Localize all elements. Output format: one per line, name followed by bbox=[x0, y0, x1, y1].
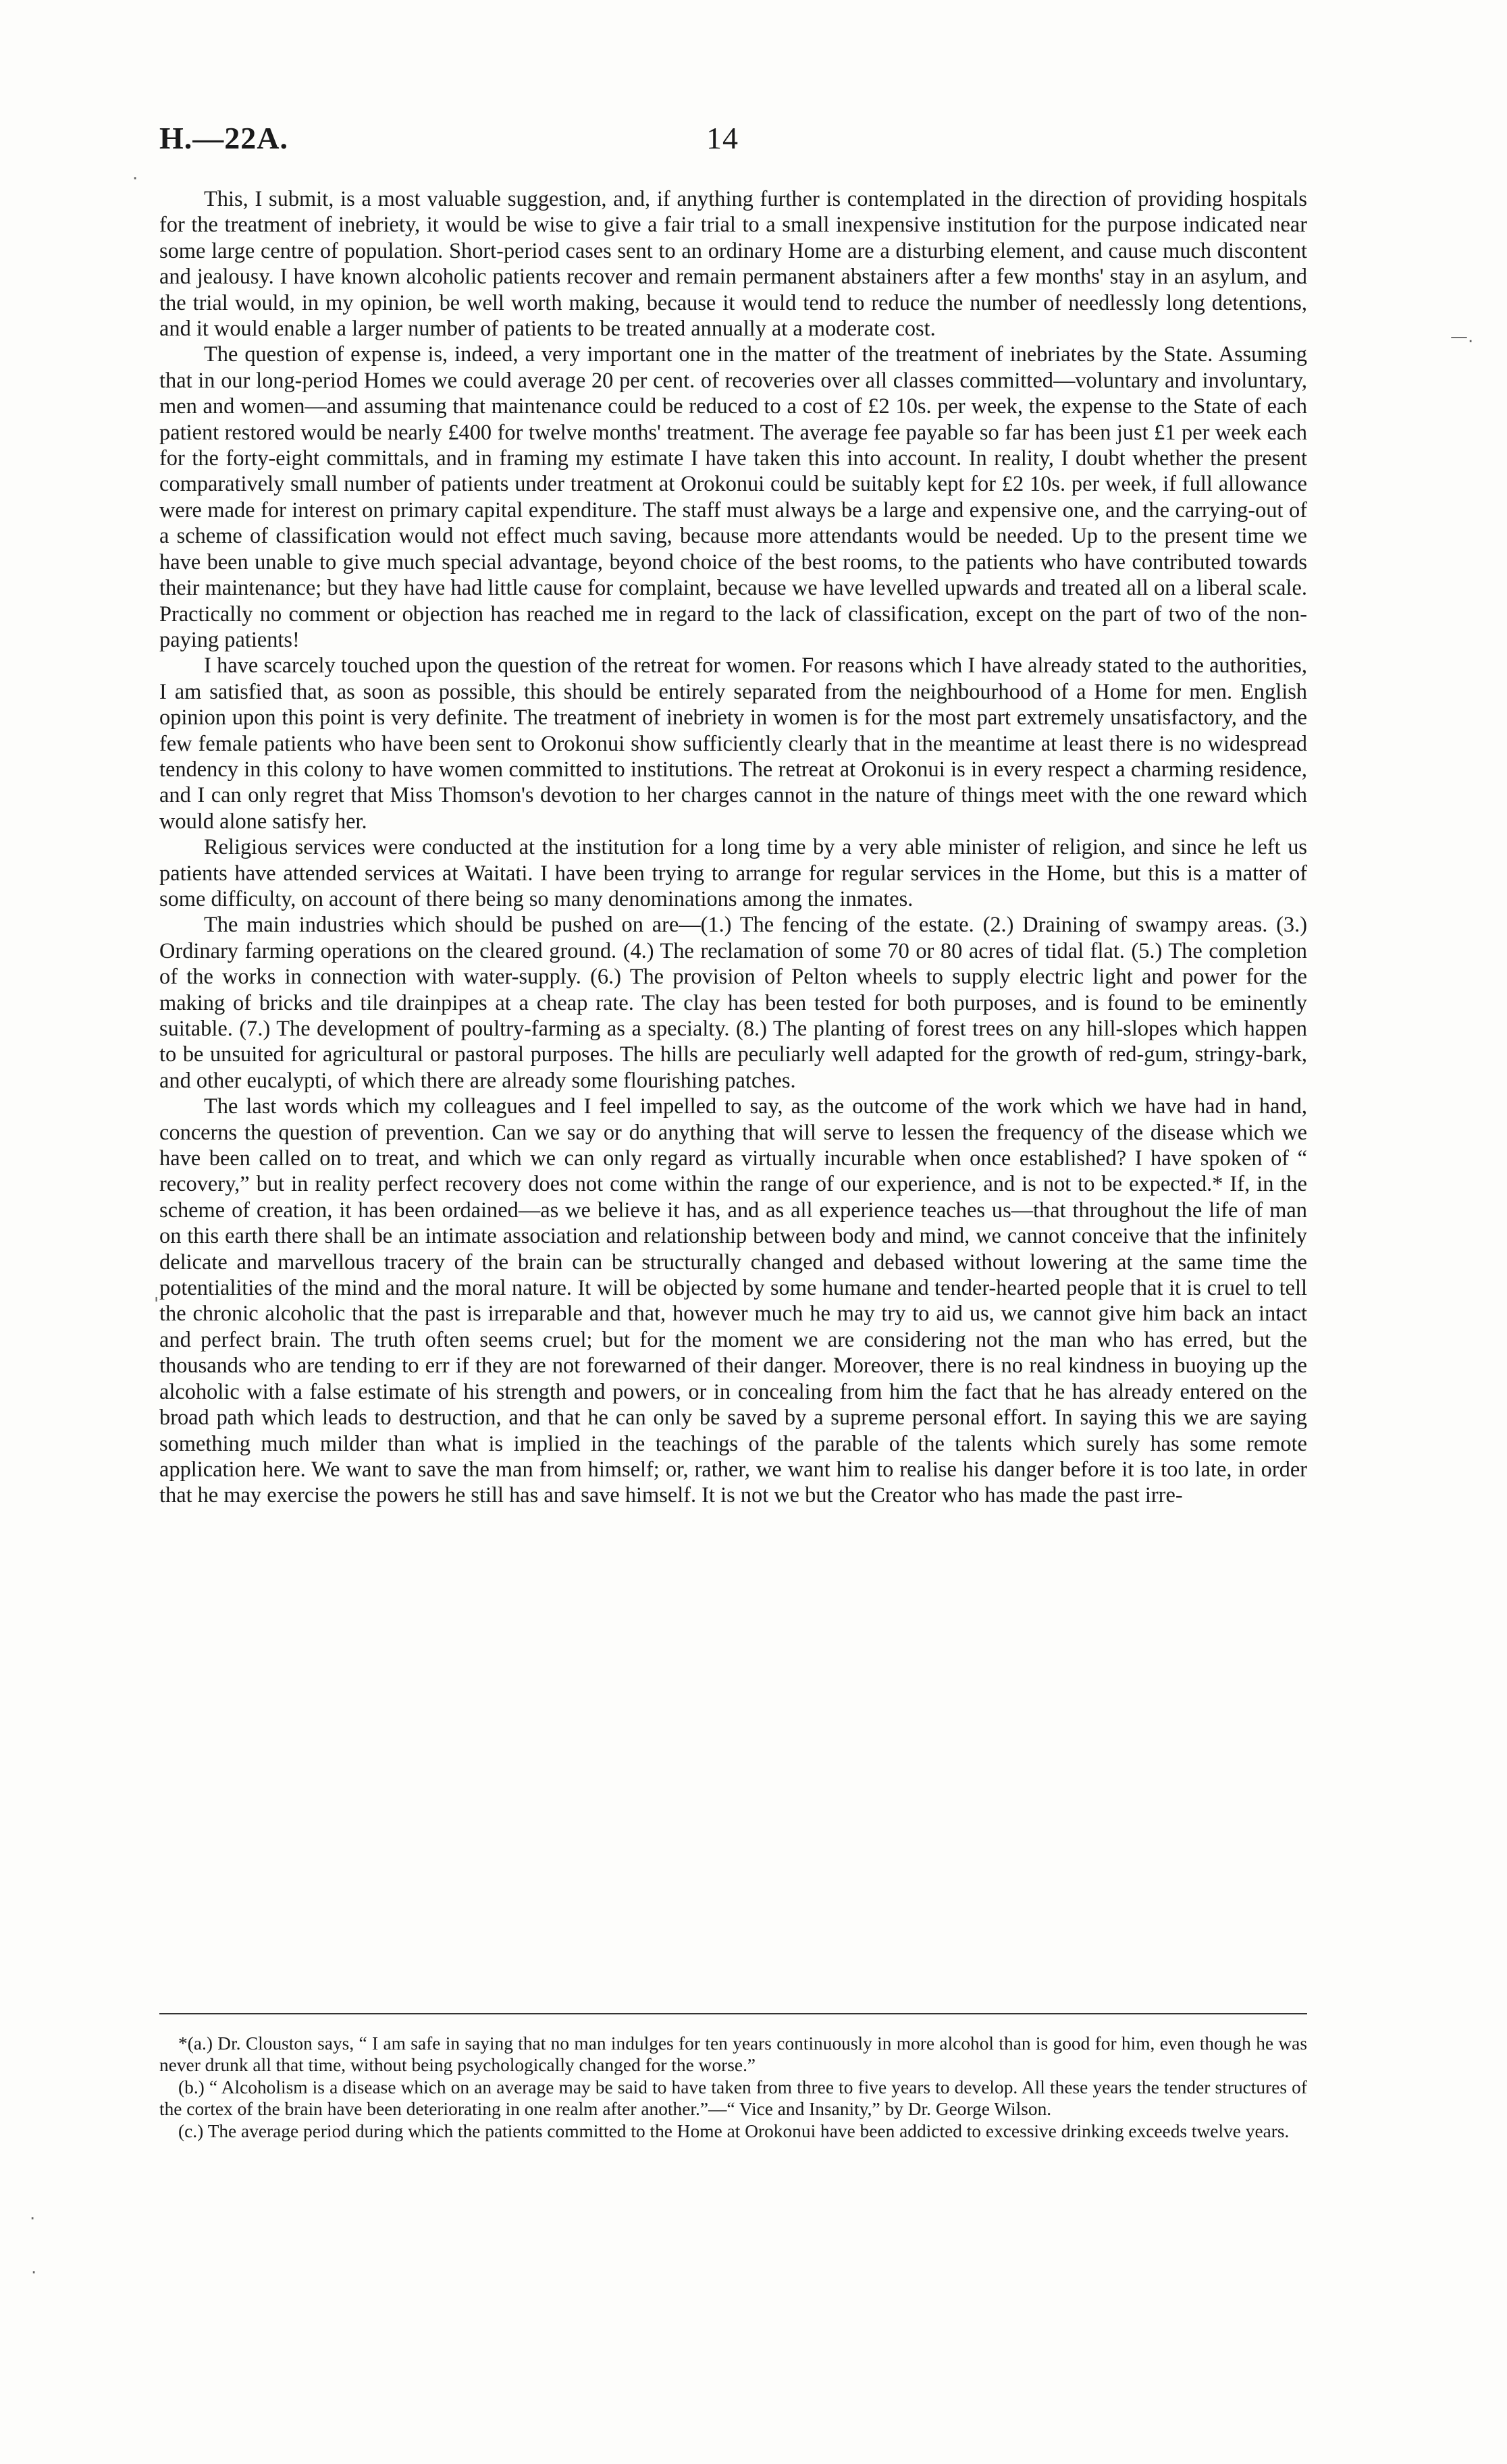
page-header bbox=[159, 120, 1307, 161]
margin-dot: · bbox=[132, 169, 138, 189]
page-number: 14 bbox=[706, 121, 739, 155]
margin-dot: · bbox=[31, 2263, 37, 2283]
margin-dot: · bbox=[30, 2209, 36, 2229]
paragraph-religious-services: Religious services were conducted at the institution for a long time by a very able minister of religion, and since he left us patients have attended services at Waitati. I have been trying to arrange for regular services in the Home, but this is a matter of some difficulty, on account of there being so many denominations among the inmates. bbox=[159, 835, 1307, 911]
document-reference: H.—22A. bbox=[159, 121, 288, 155]
paragraph-prevention: The last words which my colleagues and I feel impelled to say, as the outcome of the work which we have had in hand, concerns the question of prevention. Can we say or do anything that will serve to lessen the frequency of the disease which we have been called on to treat, and which we can only regard as virtually incurable when once established? I have spoken of “ recovery,” but in reality perfect recovery does not come within the range of our experience, and is not to be expected.* If, in the scheme of creation, it has been ordained—as we believe it has, and as all experience teaches us—that throughout the life of man on this earth there shall be an intimate association and relationship between body and mind, we cannot conceive that the infinitely delicate and marvellous tracery of the brain can be structurally changed and debased without lowering at the same time the potentialities of the mind and the moral nature. It will be objected by some humane and tender-hearted people that it is cruel to tell the chronic alcoholic that the past is irreparable and that, however much he may try to aid us, we cannot give him back an intact and perfect brain. The truth often seems cruel; but for the moment we are considering not the man who has erred, but the thousands who are tending to err if they are not forewarned of their danger. Moreover, there is no real kindness in buoying up the alcoholic with a false estimate of his strength and powers, or in concealing from him the fact that he has already entered on the broad path which leads to destruction, and that he can only be saved by a supreme personal effort. In saying this we are saying something much milder than what is implied in the teachings of the parable of the talents which surely has some remote application here. We want to save the man from himself; or, rather, we want him to realise his danger before it is too late, in order that he may exercise the powers he still has and save himself. It is not we but the Creator who has made the past irre- bbox=[159, 1094, 1307, 1508]
margin-dash: —. bbox=[1450, 327, 1474, 347]
footnote-a: *(a.) Dr. Clouston says, “ I am safe in saying that no man indulges for ten years continuously in more alcohol than is good for him, even though he was never drunk all that time, without being psychologically changed for the worse.” bbox=[159, 2033, 1307, 2075]
paragraph-suggestion: This, I submit, is a most valuable suggestion, and, if anything further is contemplated in the direction of providing hospitals for the treatment of inebriety, it would be wise to give a fair trial to a small inexpensive institution for the purpose indicated near some large centre of population. Short-period cases sent to an ordinary Home are a disturbing element, and cause much discontent and jealousy. I have known alcoholic patients recover and remain permanent abstainers after a few months' stay in an asylum, and the trial would, in my opinion, be well worth making, because it would tend to reduce the number of needlessly long detentions, and it would enable a larger number of patients to be treated annually at a moderate cost. bbox=[159, 187, 1307, 342]
body-text bbox=[159, 186, 1307, 1509]
footnote-divider bbox=[159, 2013, 1307, 2014]
paragraph-expense: The question of expense is, indeed, a very important one in the matter of the treatment of inebriates by the State. Assuming that in our long-period Homes we could average 20 per cent. of recoveries over all classes committed—voluntary and involuntary, men and women—and assuming that maintenance could be reduced to a cost of £2 10s. per week, the expense to the State of each patient restored would be nearly £400 for twelve months' treatment. The average fee payable so far has been just £1 per week each for the forty-eight committals, and in framing my estimate I have taken this into account. In reality, I doubt whether the present comparatively small number of patients under treatment at Orokonui could be suitably kept for £2 10s. per week, if full allowance were made for interest on primary capital expenditure. The staff must always be a large and expensive one, and the carrying-out of a scheme of classification would not effect much saving, because more attendants would be needed. Up to the present time we have been unable to give much special advantage, beyond choice of the best rooms, to the patients who have contributed towards their maintenance; but they have had little cause for complaint, because we have levelled upwards and treated all on a liberal scale. Practically no comment or objection has reached me in regard to the lack of classification, except on the part of two of the non-paying patients! bbox=[159, 342, 1307, 652]
footnotes bbox=[159, 2033, 1307, 2144]
paragraph-women-retreat: I have scarcely touched upon the question of the retreat for women. For reasons which I have already stated to the authorities, I am satisfied that, as soon as possible, this should be entirely separated from the neighbourhood of a Home for men. English opinion upon this point is very definite. The treatment of inebriety in women is for the most part extremely unsatisfactory, and the few female patients who have been sent to Orokonui show sufficiently clearly that in the meantime at least there is no widespread tendency in this colony to have women committed to institutions. The retreat at Orokonui is in every respect a charming residence, and I can only regret that Miss Thomson's devotion to her charges cannot in the nature of things meet with the one reward which would alone satisfy her. bbox=[159, 653, 1307, 834]
paragraph-industries: The main industries which should be pushed on are—(1.) The fencing of the estate. (2.) Draining of swampy areas. (3.) Ordinary farming operations on the cleared ground. (4.) The reclamation of some 70 or 80 acres of tidal flat. (5.) The completion of the works in connection with water-supply. (6.) The provision of Pelton wheels to supply electric light and power for the making of bricks and tile drainpipes at a cheap rate. The clay has been tested for both purposes, and is found to be eminently suitable. (7.) The development of poultry-farming as a specialty. (8.) The planting of forest trees on any hill-slopes which happen to be unsuited for agricultural or pastoral purposes. The hills are peculiarly well adapted for the growth of red-gum, stringy-bark, and other eucalypti, of which there are already some flourishing patches. bbox=[159, 913, 1307, 1093]
footnote-c: (c.) The average period during which the patients committed to the Home at Orokonui have been addicted to excessive drinking exceeds twelve years. bbox=[178, 2121, 1290, 2141]
margin-tick: ' bbox=[154, 1294, 159, 1314]
footnote-b: (b.) “ Alcoholism is a disease which on an average may be said to have taken from three to five years to develop. All these years the tender structures of the cortex of the brain have been deteriorating in one realm after another.”—“ Vice and Insanity,” by Dr. George Wilson. bbox=[159, 2077, 1307, 2119]
